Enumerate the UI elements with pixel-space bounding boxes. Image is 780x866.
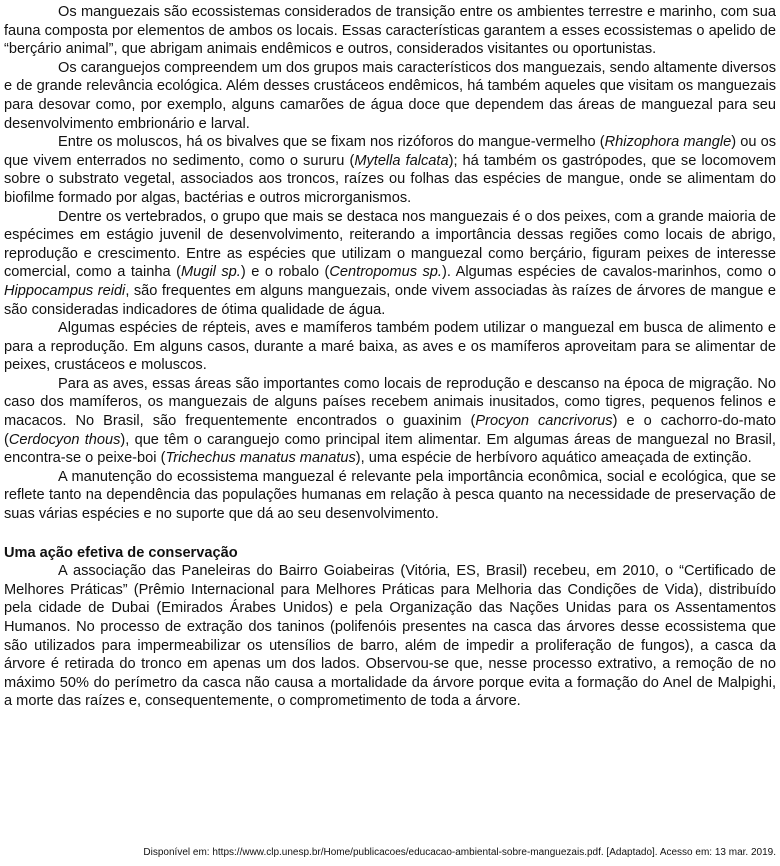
paragraph-3 — [4, 133, 776, 207]
text-run: , são frequentes em alguns manguezais, onde vivem associadas às raízes de árvores de mangue e são consideradas indicadores de ótima qualidade de água. — [4, 282, 776, 318]
text-run: Algumas espécies de répteis, aves e mamíferos também podem utilizar o manguezal em busca de alimento e para a reprodução. Em alguns casos, durante a maré baixa, as aves e os mamíferos aproveitam para se alimentar de peixes, crustáceos e moluscos. — [4, 320, 776, 374]
species-name: Hippocampus reidi — [4, 282, 126, 299]
section-text — [4, 562, 776, 711]
species-name: Mytella falcata — [354, 152, 449, 169]
text-run: Entre os moluscos, há os bivalves que se fixam nos rizóforos do mangue-vermelho ( — [58, 134, 605, 151]
species-name: Trichechus manatus manatus — [165, 450, 356, 467]
text-run: A manutenção do ecossistema manguezal é relevante pela importância econômica, social e ecológica, que se reflete tanto na dependência das populações humanas em relação à pesca quanto na necessidade de preservação de suas várias espécies e no suporte que dá ao seu desenvolvimento. — [4, 468, 776, 523]
text-run: ) e o cachorro-do-mato ( — [4, 413, 776, 448]
main-text — [4, 3, 776, 524]
text-run: A associação das Paneleiras do Bairro Goiabeiras (Vitória, ES, Brasil) recebeu, em 2010, o “Certificado de Melhores Práticas” (Prêmio Internacional para Melhores Práticas para Melhoria das Condições de Vida), distribuído pela cidade de Dubai (Emirados Árabes Unidos) e pela Organização das Nações Unidas para os Assentamentos Humanos. No processo de extração dos taninos (polifenóis presentes na casca das árvores desse ecossistema que são utilizados para impermeabilizar os utensílios de barro, além de impedir a proliferação de fungos), a casca da árvore é retirada do tronco em apenas um dos lados. Observou-se que, nesse processo extrativo, a remoção de no máximo 50% do perímetro da casca não causa a mortalidade da árvore porque evita a formação do Anel de Malpighi, a morte das raízes e, consequentemente, o comprometimento de toda a árvore. — [4, 563, 776, 710]
species-name: Cerdocyon thous — [8, 431, 121, 448]
species-name: Procyon cancrivorus — [475, 413, 613, 430]
paragraph-5 — [4, 319, 776, 375]
section-paragraph-1 — [4, 562, 776, 711]
paragraph-6 — [4, 375, 776, 468]
section-title: Uma ação efetiva de conservação — [4, 544, 238, 561]
text-run: ); há também os gastrópodes, que se locomovem sobre o substrato vegetal, associados aos troncos, raízes ou folhas das espécies de mangue, onde se alimentam do biofilme formado por algas, bactérias e outros microrganismos. — [4, 152, 777, 206]
paragraph-7 — [4, 468, 776, 524]
species-name: Centropomus sp. — [329, 264, 442, 281]
paragraph-4 — [4, 208, 776, 320]
species-name: Rhizophora mangle — [604, 134, 732, 151]
text-run: Os caranguejos compreendem um dos grupos mais característicos dos manguezais, sendo altamente diversos e de grande relevância ecológica. Além desses crustáceos endêmicos, há também aqueles que visitam os manguezais para desovar como, por exemplo, alguns camarões de água doce que dependem das áreas de manguezal para seu desenvolvimento embrionário e larval. — [4, 59, 776, 132]
text-run: ), que têm o caranguejo como principal item alimentar. Em algumas áreas de manguezal no Brasil, encontra-se o peixe-boi ( — [4, 431, 776, 467]
text-run: ). Algumas espécies de cavalos-marinhos, como o — [441, 264, 776, 281]
text-run: ) ou os que vivem enterrados no sedimento, como o sururu ( — [4, 134, 776, 169]
text-run: ), uma espécie de herbívoro aquático ameaçada de extinção. — [355, 450, 752, 467]
species-name: Mugil sp. — [180, 264, 241, 281]
text-run: Os manguezais são ecossistemas considerados de transição entre os ambientes terrestre e marinho, com sua fauna composta por elementos de ambos os locais. Essas características garantem a esses ecossistemas o apelido de “berçário animal”, que abrigam animais endêmicos e outros, considerados visitantes ou oportunistas. — [4, 4, 776, 58]
text-run: Para as aves, essas áreas são importantes como locais de reprodução e descanso na época de migração. No caso dos mamíferos, os manguezais de alguns países recebem animais inusitados, como tigres, pequenos felinos e macacos. No Brasil, são frequentemente encontrados o guaxinim ( — [4, 375, 776, 430]
text-run: Dentre os vertebrados, o grupo que mais se destaca nos manguezais é o dos peixes, com a grande maioria de espécimes em estágio juvenil de desenvolvimento, reiterando a importância dessas regiões como locais de abrigo, reprodução e crescimento. Entre as espécies que utilizam o manguezal como berçário, figuram peixes de interesse comercial, como a tainha ( — [4, 208, 776, 281]
paragraph-1 — [4, 3, 776, 59]
text-run: ) e o robalo ( — [240, 264, 330, 281]
paragraph-2 — [4, 59, 776, 133]
source-citation: Disponível em: https://www.clp.unesp.br/Home/publicacoes/educacao-ambiental-sobre-manguezais.pdf. [Adaptado]. Acesso em: 13 mar. 2019. — [143, 847, 776, 858]
